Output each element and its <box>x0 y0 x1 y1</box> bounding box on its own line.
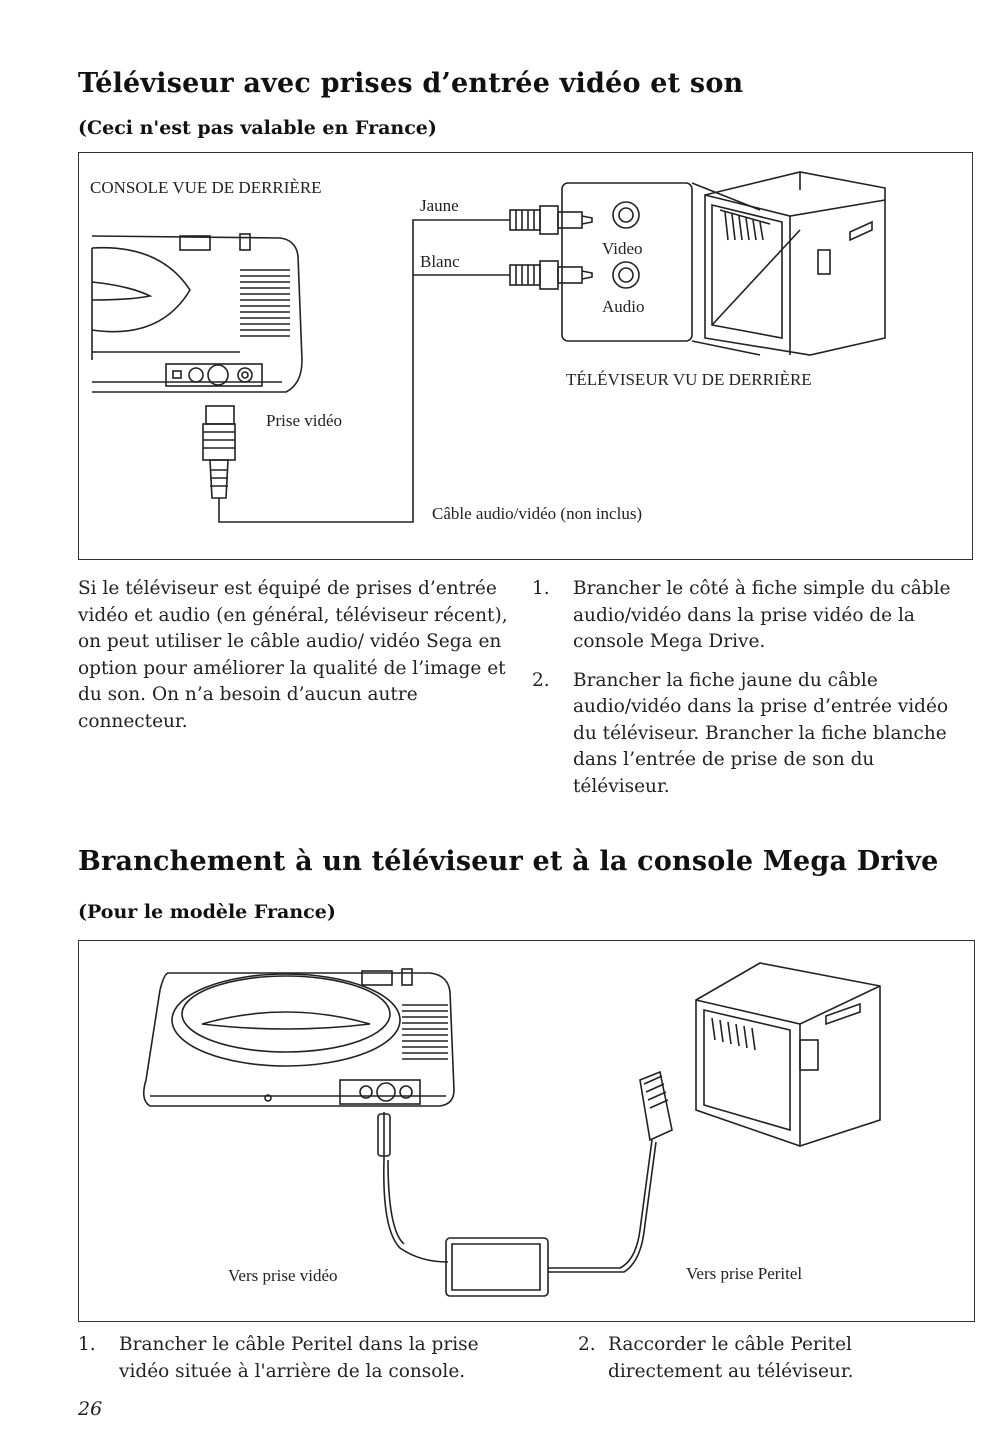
step-text: Brancher le côté à fiche simple du câble audio/vidéo dans la prise vidéo de la console Mega Drive. <box>573 578 951 652</box>
section1-subtitle: (Ceci n'est pas valable en France) <box>78 117 437 139</box>
step-number: 2. <box>578 1334 596 1355</box>
rca-plug-yellow <box>510 206 592 234</box>
list-item <box>532 668 952 801</box>
video-plug-illustration <box>203 406 235 498</box>
step-number: 1. <box>532 578 550 599</box>
console-rear-illustration <box>92 234 302 392</box>
step-number: 1. <box>78 1334 96 1355</box>
section2-subtitle: (Pour le modèle France) <box>78 901 336 923</box>
page-number: 26 <box>78 1398 103 1420</box>
video-socket-label: Prise vidéo <box>266 411 343 430</box>
list-item <box>578 1332 898 1385</box>
tv-rear-label: TÉLÉVISEUR VU DE DERRIÈRE <box>566 370 812 389</box>
section1-intro: Si le téléviseur est équipé de prises d’entrée vidéo et audio (en général, téléviseur récent), on peut utiliser le câble audio/ vidéo Sega en option pour améliorer la qualité de l’image et du son. On n’a besoin d’aucun autre connecteur. <box>78 578 508 732</box>
video-jack-label: Video <box>602 239 643 258</box>
step-number: 2. <box>532 669 550 691</box>
yellow-plug-label: Jaune <box>420 196 459 215</box>
step-text: Brancher la fiche jaune du câble audio/vidéo dans la prise d’entrée vidéo du téléviseur. Brancher la fiche blanche dans l’entrée de prise de son du téléviseur. <box>573 669 949 797</box>
section2-title: Branchement à un téléviseur et à la console Mega Drive <box>78 846 939 877</box>
rca-plug-white <box>510 261 592 289</box>
list-item <box>532 576 952 656</box>
av-cable-label: Câble audio/vidéo (non inclus) <box>432 504 643 523</box>
section1-steps <box>532 576 952 800</box>
diagram2-frame <box>78 940 975 1322</box>
list-item <box>78 1332 518 1385</box>
peritel-target-label: Vers prise Peritel <box>686 1264 803 1283</box>
step-text: Raccorder le câble Peritel directement au téléviseur. <box>608 1334 854 1382</box>
video-socket-target-label: Vers prise vidéo <box>228 1266 338 1285</box>
tv-rear-illustration <box>692 172 885 355</box>
step-text: Brancher le câble Peritel dans la prise vidéo située à l'arrière de la console. <box>119 1334 479 1382</box>
section2-step-1 <box>78 1332 518 1385</box>
white-plug-label: Blanc <box>420 252 460 271</box>
audio-jack-label: Audio <box>602 297 645 316</box>
section1-title: Téléviseur avec prises d’entrée vidéo et son <box>78 68 744 99</box>
console-rear-label: CONSOLE VUE DE DERRIÈRE <box>90 178 322 197</box>
section2-step-2 <box>578 1332 898 1385</box>
